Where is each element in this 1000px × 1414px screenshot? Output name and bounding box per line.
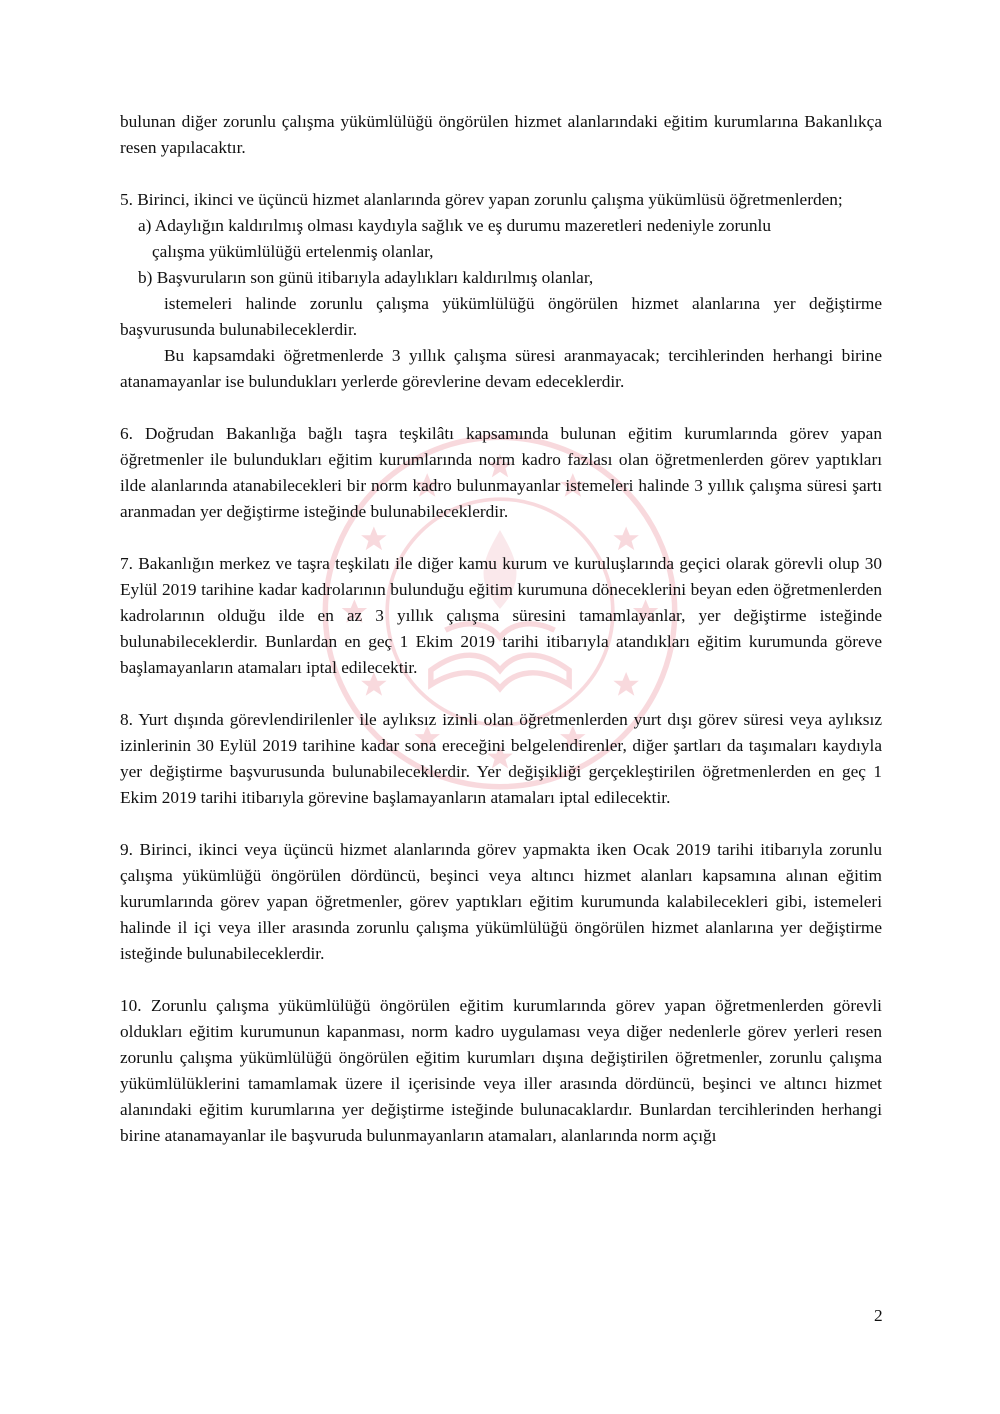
paragraph-5-lead: 5. Birinci, ikinci ve üçüncü hizmet alanlarında görev yapan zorunlu çalışma yükümlüsü öğretmenlerden; — [120, 190, 843, 209]
paragraph-7: 7. Bakanlığın merkez ve taşra teşkilatı ile diğer kamu kurum ve kuruluşlarında geçici olarak görevli olup 30 Eylül 2019 tarihine kadar kadrolarının bulunduğu eğitim kurumuna döneceklerini beyan eden öğretmenlerden kadrolarının olduğu ilde en az 3 yıllık çalışma süresini tamamlayanlar, yer değiştirme isteğinde bulunabileceklerdir. Bunlardan en geç 1 Ekim 2019 tarihi itibarıyla atandıkları eğitim kurumunda göreve başlamayanların atamaları iptal edilecektir. — [120, 554, 882, 677]
paragraph-5-conclusion: istemeleri halinde zorunlu çalışma yükümlülüğü öngörülen hizmet alanlarına yer değiştirme başvurusunda bulunabileceklerdir. — [120, 294, 882, 339]
paragraph-9: 9. Birinci, ikinci veya üçüncü hizmet alanlarında görev yapmakta iken Ocak 2019 tarihi itibarıyla zorunlu çalışma yükümlüğü öngörülen dördüncü, beşinci veya altıncı hizmet alanları kapsamına alınan eğitim kurumlarında görev yapan öğretmenler, görev yaptıkları eğitim kurumunda kalabilecekleri gibi, istemeleri halinde il içi veya iller arasında zorunlu çalışma yükümlülüğü öngörülen hizmet alanlarına yer değiştirme isteğinde bulunabileceklerdir. — [120, 840, 882, 963]
paragraph-5-item-b: b) Başvuruların son günü itibarıyla adaylıkları kaldırılmış olanlar, — [138, 268, 594, 287]
document-body — [120, 109, 882, 1149]
paragraph-8: 8. Yurt dışında görevlendirilenler ile aylıksız izinli olan öğretmenlerden yurt dışı görev süresi veya aylıksız izinlerinin 30 Eylül 2019 tarihine kadar sona ereceğini belgelendirenler, diğer şartları da taşımaları kaydıyla yer değiştirme başvurusunda bulunabileceklerdir. Yer değişikliği gerçekleştirilen öğretmenlerden en geç 1 Ekim 2019 tarihi itibarıyla görevine başlamayanların atamaları iptal edilecektir. — [120, 710, 882, 807]
item-a-line-1: a) Adaylığın kaldırılmış olması kaydıyla sağlık ve eş durumu mazeretleri nedeniyle zorunlu — [138, 216, 771, 235]
paragraph-6: 6. Doğrudan Bakanlığa bağlı taşra teşkilâtı kapsamında bulunan eğitim kurumlarında görev yapan öğretmenler ile bulundukları eğitim kurumlarında norm kadro fazlası olan öğretmenlerden görev yaptıkları ilde alanlarında atanabilecekleri bir norm kadro bulunmayanlar istemeleri halinde 3 yıllık çalışma süresi şartı aranmadan yer değiştirme isteğinde bulunabileceklerdir. — [120, 424, 882, 521]
paragraph-intro: bulunan diğer zorunlu çalışma yükümlülüğü öngörülen hizmet alanlarındaki eğitim kurumlarına Bakanlıkça resen yapılacaktır. — [120, 112, 882, 157]
paragraph-5-note: Bu kapsamdaki öğretmenlerde 3 yıllık çalışma süresi aranmayacak; tercihlerinden herhangi birine atanamayanlar ise bulundukları yerlerde görevlerine devam edeceklerdir. — [120, 346, 882, 391]
item-a-line-2: çalışma yükümlülüğü ertelenmiş olanlar, — [152, 242, 434, 261]
page-number: 2 — [874, 1306, 883, 1325]
paragraph-10: 10. Zorunlu çalışma yükümlülüğü öngörülen eğitim kurumlarında görev yapan öğretmenlerden görevli oldukları eğitim kurumunun kapanması, norm kadro uygulaması veya diğer nedenlerle görev yerleri resen zorunlu çalışma yükümlülüğü öngörülen eğitim kurumları dışına değiştirilen öğretmenler, zorunlu çalışma yükümlülüklerini tamamlamak üzere il içerisinde veya iller arasında dördüncü, beşinci ve altıncı hizmet alanındaki eğitim kurumlarına yer değiştirme isteğinde bulunacaklardır. Bunlardan tercihlerinden herhangi birine atanamayanlar ile başvuruda bulunmayanların atamaları, alanlarında norm açığı — [120, 996, 882, 1145]
paragraph-5-item-a — [120, 213, 882, 265]
